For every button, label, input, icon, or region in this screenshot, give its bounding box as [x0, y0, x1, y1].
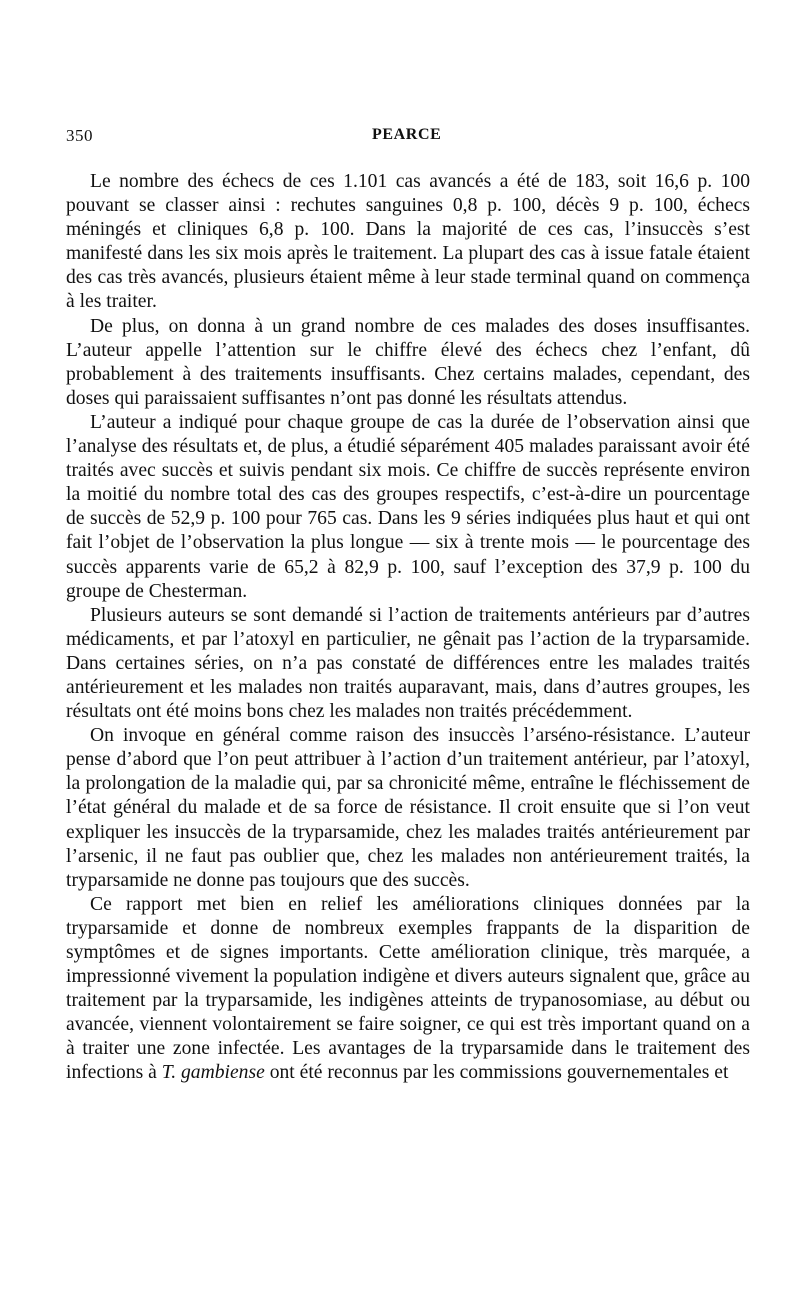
species-name: T. gambiense — [161, 1062, 265, 1084]
body-text — [66, 170, 750, 1086]
running-head: PEARCE — [372, 126, 442, 143]
paragraph: Plusieurs auteurs se sont demandé si l’action de traitements antérieurs par d’autres médicaments, et par l’atoxyl en particulier, ne gênait pas l’action de la tryparsamide. Dans certaines séries, on n’a pas constaté de différences entre les malades traités antérieurement et les malades non traités auparavant, mais, dans d’autres groupes, les résultats ont été moins bons chez les malades non traités précédemment. — [66, 604, 750, 723]
paragraph — [66, 893, 750, 1086]
paragraph: L’auteur a indiqué pour chaque groupe de cas la durée de l’observation ainsi que l’analyse des résultats et, de plus, a étudié séparément 405 malades paraissant avoir été traités avec succès et suivis pendant six mois. Ce chiffre de succès représente environ la moitié du nombre total des cas des groupes respectifs, c’est-à-dire un pourcentage de succès de 52,9 p. 100 pour 765 cas. Dans les 9 séries indiquées plus haut et qui ont fait l’objet de l’observation la plus longue — six à trente mois — le pourcentage des succès apparents varie de 65,2 à 82,9 p. 100, sauf l’exception des 37,9 p. 100 du groupe de Chesterman. — [66, 411, 750, 602]
paragraph: On invoque en général comme raison des insuccès l’arséno-résistance. L’auteur pense d’abord que l’on peut attribuer à l’action d’un traitement antérieur, par l’atoxyl, la prolongation de la maladie qui, par sa chronicité même, entraîne le fléchissement de l’état général du malade et de sa force de résistance. Il croit ensuite que si l’on veut expliquer les insuccès de la tryparsamide, chez les malades traités antérieurement par l’arsenic, il ne faut pas oublier que, chez les malades non antérieurement traités, la tryparsamide ne donne pas toujours que des succès. — [66, 725, 750, 891]
paragraph: De plus, on donna à un grand nombre de ces malades des doses insuffisantes. L’auteur appelle l’attention sur le chiffre élevé des échecs chez l’enfant, dû probablement à des traitements insuffisants. Chez certains malades, cependant, des doses qui paraissaient suffisantes n’ont pas donné les résultats attendus. — [66, 315, 750, 409]
paragraph: Le nombre des échecs de ces 1.101 cas avancés a été de 183, soit 16,6 p. 100 pouvant se classer ainsi : rechutes sanguines 0,8 p. 100, décès 9 p. 100, échecs méningés et cliniques 6,8 p. 100. Dans la majorité de ces cas, l’insuccès s’est manifesté dans les six mois après le traitement. La plupart des cas à issue fatale étaient des cas très avancés, plusieurs étaient même à leur stade terminal quand on commença à les traiter. — [66, 171, 750, 313]
paragraph-text: ont été reconnus par les commissions gouvernementales et — [264, 1062, 729, 1084]
page-header — [66, 126, 750, 152]
page-number: 350 — [66, 126, 93, 145]
paragraph-text: Ce rapport met bien en relief les améliorations cliniques données par la tryparsamide et donne de nombreux exemples frappants de la disparition de symptômes et de signes importants. Cette amélioration clinique, très marquée, a impressionné vivement la population indigène et divers auteurs signalent que, grâce au traitement par la tryparsamide, les indigènes atteints de trypanosomiase, au début ou avancée, viennent volontairement se faire soigner, ce qui est très important quand on a à traiter une zone infectée. Les avantages de la tryparsamide dans le traitement des infections à — [66, 893, 750, 1084]
